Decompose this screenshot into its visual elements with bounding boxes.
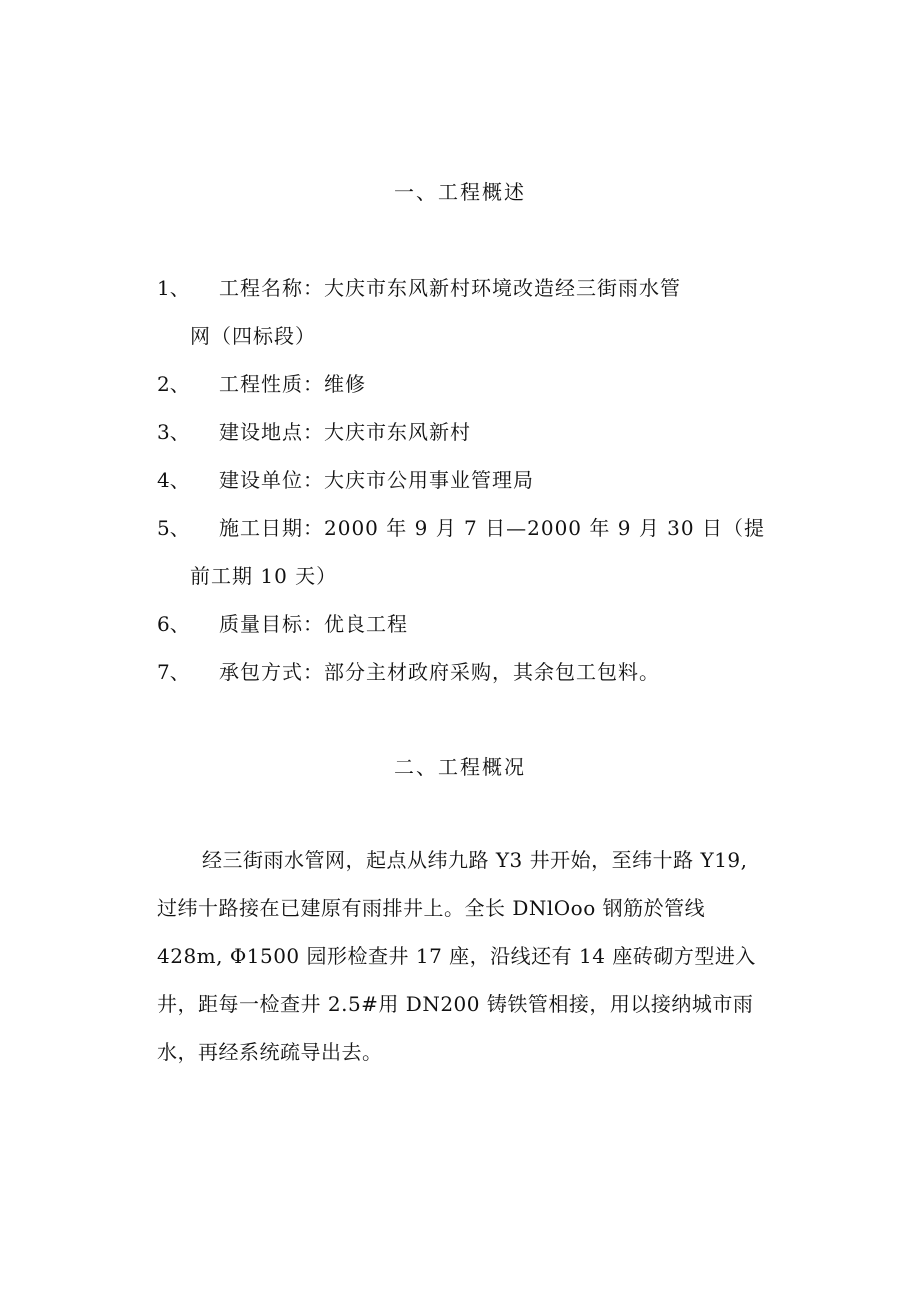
item-text: 施工日期：2000 年 9 月 7 日—2000 年 9 月 30 日（提 [219,516,765,540]
item-number: 7、 [157,660,190,684]
list-item-5-continuation: 前工期 10 天） [190,564,338,588]
item-text: 工程名称：大庆市东风新村环境改造经三街雨水管 [219,276,681,300]
item-text: 承包方式：部分主材政府采购，其余包工包料。 [219,660,660,684]
list-item-6 [157,609,777,639]
item-text: 建设地点：大庆市东风新村 [219,420,471,444]
item-number: 4、 [157,468,190,492]
paragraph-line-5: 水，再经系统疏导出去。 [157,1040,383,1064]
paragraph-line-2: 过纬十路接在已建原有雨排井上。全长 DNlOoo 钢筋於管线 [157,896,706,920]
section-heading-situation: 二、工程概况 [394,755,526,779]
item-number: 2、 [157,372,190,396]
list-item-5 [157,513,777,543]
item-number: 1、 [157,276,190,300]
item-number: 3、 [157,420,190,444]
item-text: 建设单位：大庆市公用事业管理局 [219,468,534,492]
paragraph-line-3: 428m, Φ1500 园形检查井 17 座，沿线还有 14 座砖砌方型进入 [157,944,756,968]
list-item-3 [157,417,777,447]
list-item-7 [157,657,777,687]
list-item-1-continuation: 网（四标段） [190,324,316,348]
item-number: 5、 [157,516,190,540]
section-heading-overview: 一、工程概述 [394,180,526,204]
list-item-4 [157,465,777,495]
paragraph-line-1: 经三街雨水管网，起点从纬九路 Y3 井开始，至纬十路 Y19, [202,848,748,872]
item-number: 6、 [157,612,190,636]
item-text: 工程性质：维修 [219,372,366,396]
item-text: 质量目标：优良工程 [219,612,408,636]
list-item-1 [157,273,777,303]
list-item-2 [157,369,777,399]
paragraph-line-4: 井，距每一检查井 2.5#用 DN200 铸铁管相接，用以接纳城市雨 [157,992,754,1016]
